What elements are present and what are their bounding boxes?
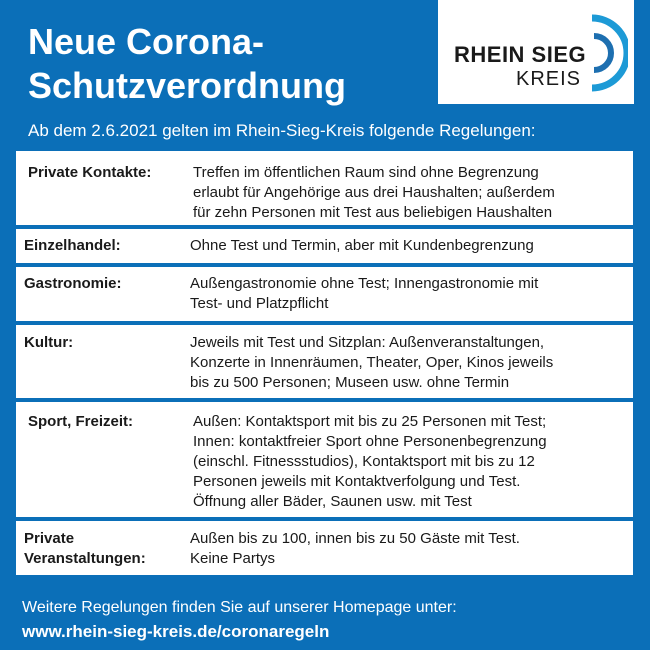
rule-value-line: Ohne Test und Termin, aber mit Kundenbegrenzung — [190, 237, 534, 254]
rule-value-line: bis zu 500 Personen; Museen usw. ohne Termin — [190, 374, 510, 391]
rule-row-private-kontakte — [16, 151, 633, 225]
rule-value-line: Außengastronomie ohne Test; Innengastronomie mit — [190, 275, 539, 292]
page-title — [28, 20, 346, 108]
rule-value-line: Außen: Kontaktsport mit bis zu 25 Personen mit Test; — [193, 413, 547, 430]
rule-value — [193, 163, 555, 223]
rule-value — [190, 529, 520, 569]
rule-row-sport-freizeit — [16, 402, 633, 517]
rule-value-line: Keine Partys — [190, 550, 276, 567]
rule-value-line: Öffnung aller Bäder, Saunen usw. mit Test — [193, 493, 472, 510]
rule-label: Gastronomie: — [24, 275, 122, 292]
logo-text-line-1: RHEIN SIEG — [454, 42, 587, 67]
rule-label — [24, 529, 146, 569]
rule-label: Einzelhandel: — [24, 237, 121, 254]
logo-text-line-2: KREIS — [516, 68, 582, 90]
title-line-2: Schutzverordnung — [28, 65, 347, 106]
rule-label: Sport, Freizeit: — [28, 413, 134, 430]
rule-value-line: für zehn Personen mit Test aus beliebigen Haushalten — [193, 204, 553, 221]
rules-table — [16, 151, 633, 579]
intro-text: Ab dem 2.6.2021 gelten im Rhein-Sieg-Kreis folgende Regelungen: — [28, 121, 536, 140]
footer-text: Weitere Regelungen finden Sie auf unserer Homepage unter: — [22, 599, 457, 616]
rule-value-line: Treffen im öffentlichen Raum sind ohne Begrenzung — [193, 164, 539, 181]
rule-value-line: erlaubt für Angehörige aus drei Haushalten; außerdem — [193, 184, 555, 201]
rule-value — [190, 333, 553, 393]
rule-value-line: Personen jeweils mit Kontaktverfolgung und Test. — [193, 473, 521, 490]
rule-row-private-veranstaltungen — [16, 521, 633, 575]
footer-url-link[interactable]: www.rhein-sieg-kreis.de/coronaregeln — [22, 622, 330, 641]
rule-row-gastronomie — [16, 267, 633, 321]
title-line-1: Neue Corona- — [28, 21, 265, 62]
rule-value-line: Test- und Platzpflicht — [190, 295, 329, 312]
rule-value — [190, 236, 534, 256]
rule-value — [190, 274, 538, 314]
logo-arc-icon — [588, 14, 628, 92]
rhein-sieg-kreis-logo — [438, 0, 634, 104]
rule-row-einzelhandel — [16, 229, 633, 263]
rule-value-line: Innen: kontaktfreier Sport ohne Personenbegrenzung — [193, 433, 547, 450]
rule-value-line: Außen bis zu 100, innen bis zu 50 Gäste mit Test. — [190, 530, 520, 547]
rule-label-line: Private — [24, 530, 75, 547]
rule-value-line: Jeweils mit Test und Sitzplan: Außenveranstaltungen, — [190, 334, 545, 351]
rule-row-kultur — [16, 325, 633, 398]
rule-value-line: (einschl. Fitnessstudios), Kontaktsport mit bis zu 12 — [193, 453, 535, 470]
rule-value-line: Konzerte in Innenräumen, Theater, Oper, Kinos jeweils — [190, 354, 554, 371]
rule-label: Private Kontakte: — [28, 164, 152, 181]
rule-label: Kultur: — [24, 334, 74, 351]
rule-label-line: Veranstaltungen: — [24, 550, 146, 567]
rule-value — [193, 412, 547, 512]
